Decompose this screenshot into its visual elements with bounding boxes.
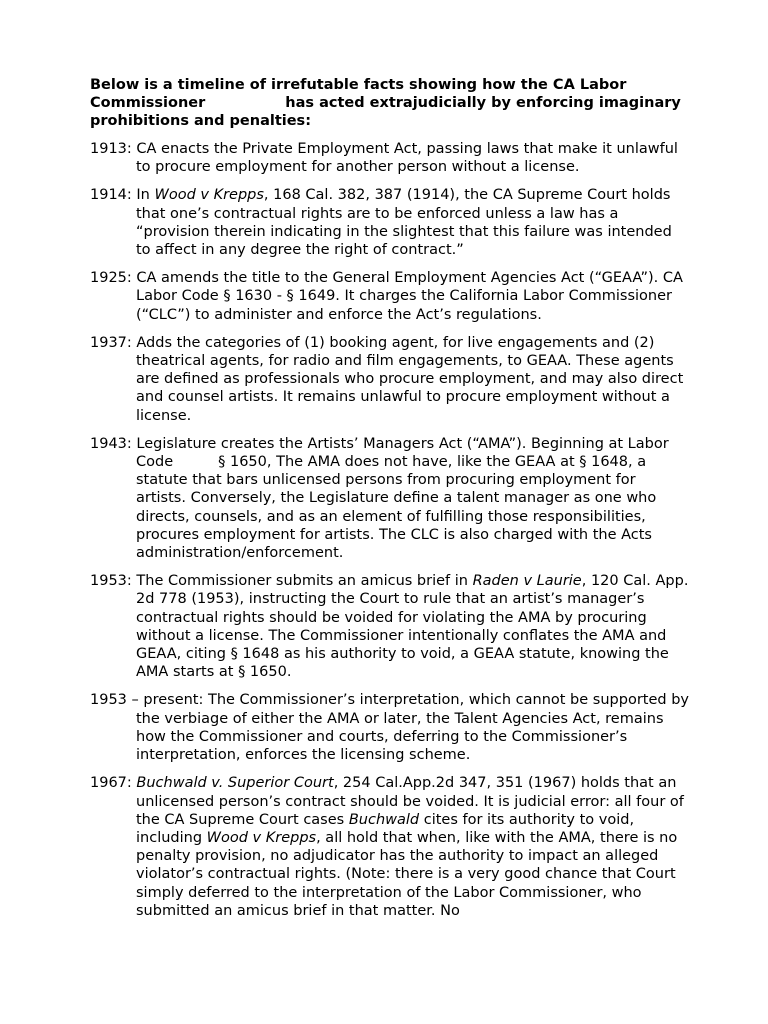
timeline-entry — [90, 774, 690, 920]
entry-text: 1943: Legislature creates the Artists’ Managers Act (“AMA”). Beginning at Labor Code — [90, 435, 669, 471]
heading-part-1: Below is a timeline of irrefutable facts showing how the CA Labor Commissioner — [90, 77, 627, 111]
case-name: Buchwald v. Superior Court — [136, 775, 334, 792]
entry-text: 1925: CA amends the title to the General Employment Agencies Act (“GEAA”). CA Labor Code § 1630 - § 1649. It charges the California Labor Commissioner (“CLC”) to administer and enforce the Act’s regulations. — [90, 270, 683, 323]
entry-text: 1914: In — [90, 187, 155, 204]
case-name: Raden v Laurie — [472, 573, 582, 590]
case-name: Wood v Krepps — [206, 829, 317, 846]
entry-text: 1967: — [90, 775, 137, 792]
timeline-list — [90, 140, 690, 930]
timeline-entry — [90, 334, 690, 425]
entry-text: , 120 Cal. App. 2d 778 (1953), instructing the Court to rule that an artist’s manager’s contractual rights should be voided for violating the AMA by procuring without a license. The Commissioner intentionally conflates the AMA and GEAA, citing § 1648 as his authority to void, a GEAA statute, knowing the AMA starts at § 1650. — [136, 573, 689, 681]
timeline-entry — [90, 691, 690, 764]
entry-text: , all hold that when, like with the AMA, there is no penalty provision, no adjudicator has the authority to impact an alleged violator’s contractual rights. (Note: there is a very good chance that Court simply deferred to the interpretation of the Labor Commissioner, who submitted an amicus brief in that matter. No — [136, 829, 678, 919]
entry-text: , 168 Cal. 382, 387 (1914), the CA Supreme Court holds that one’s contractual rights are to be enforced unless a law has a “provision therein indicating in the slightest that this failure was intended to affect in any degree the right of contract.” — [136, 187, 672, 259]
timeline-entry — [90, 572, 690, 681]
case-name: Buchwald — [348, 811, 420, 828]
timeline-entry — [90, 186, 690, 259]
entry-text: § 1650, The AMA does not have, like the GEAA at § 1648, a statute that bars unlicensed persons from procuring employment for artists. Conversely, the Legislature define a talent manager as one who directs, counsels, and as an element of fulfilling those responsibilities, procures employment for artists. The CLC is also charged with the Acts administration/enforcement. — [136, 454, 657, 562]
case-name: Wood v Krepps — [154, 187, 264, 204]
entry-text: 1953 – present: The Commissioner’s interpretation, which cannot be supported by the verbiage of either the AMA or later, the Talent Agencies Act, remains how the Commissioner and courts, deferring to the Commissioner’s interpretation, enforces the licensing scheme. — [90, 692, 689, 764]
timeline-entry — [90, 140, 690, 176]
entry-text: , 254 Cal.App.2d 347, 351 (1967) holds that an unlicensed person’s contract should be voided. It is judicial error: all four of the CA Supreme Court cases — [136, 775, 684, 828]
timeline-entry — [90, 435, 690, 562]
timeline-entry — [90, 269, 690, 324]
heading-part-2: has acted extrajudicially by enforcing imaginary prohibitions and penalties: — [90, 95, 681, 129]
entry-text: 1913: CA enacts the Private Employment Act, passing laws that make it unlawful to procure employment for another person without a license. — [90, 141, 678, 176]
entry-text: 1937: Adds the categories of (1) booking agent, for live engagements and (2) theatrical agents, for radio and film engagements, to GEAA. These agents are defined as professionals who procure employment, and may also direct and counsel artists. It remains unlawful to procure employment without a license. — [90, 334, 684, 424]
document-heading — [90, 76, 690, 130]
entry-text: cites for its authority to void, including — [136, 811, 635, 846]
entry-text: 1953: The Commissioner submits an amicus brief in — [90, 573, 473, 590]
